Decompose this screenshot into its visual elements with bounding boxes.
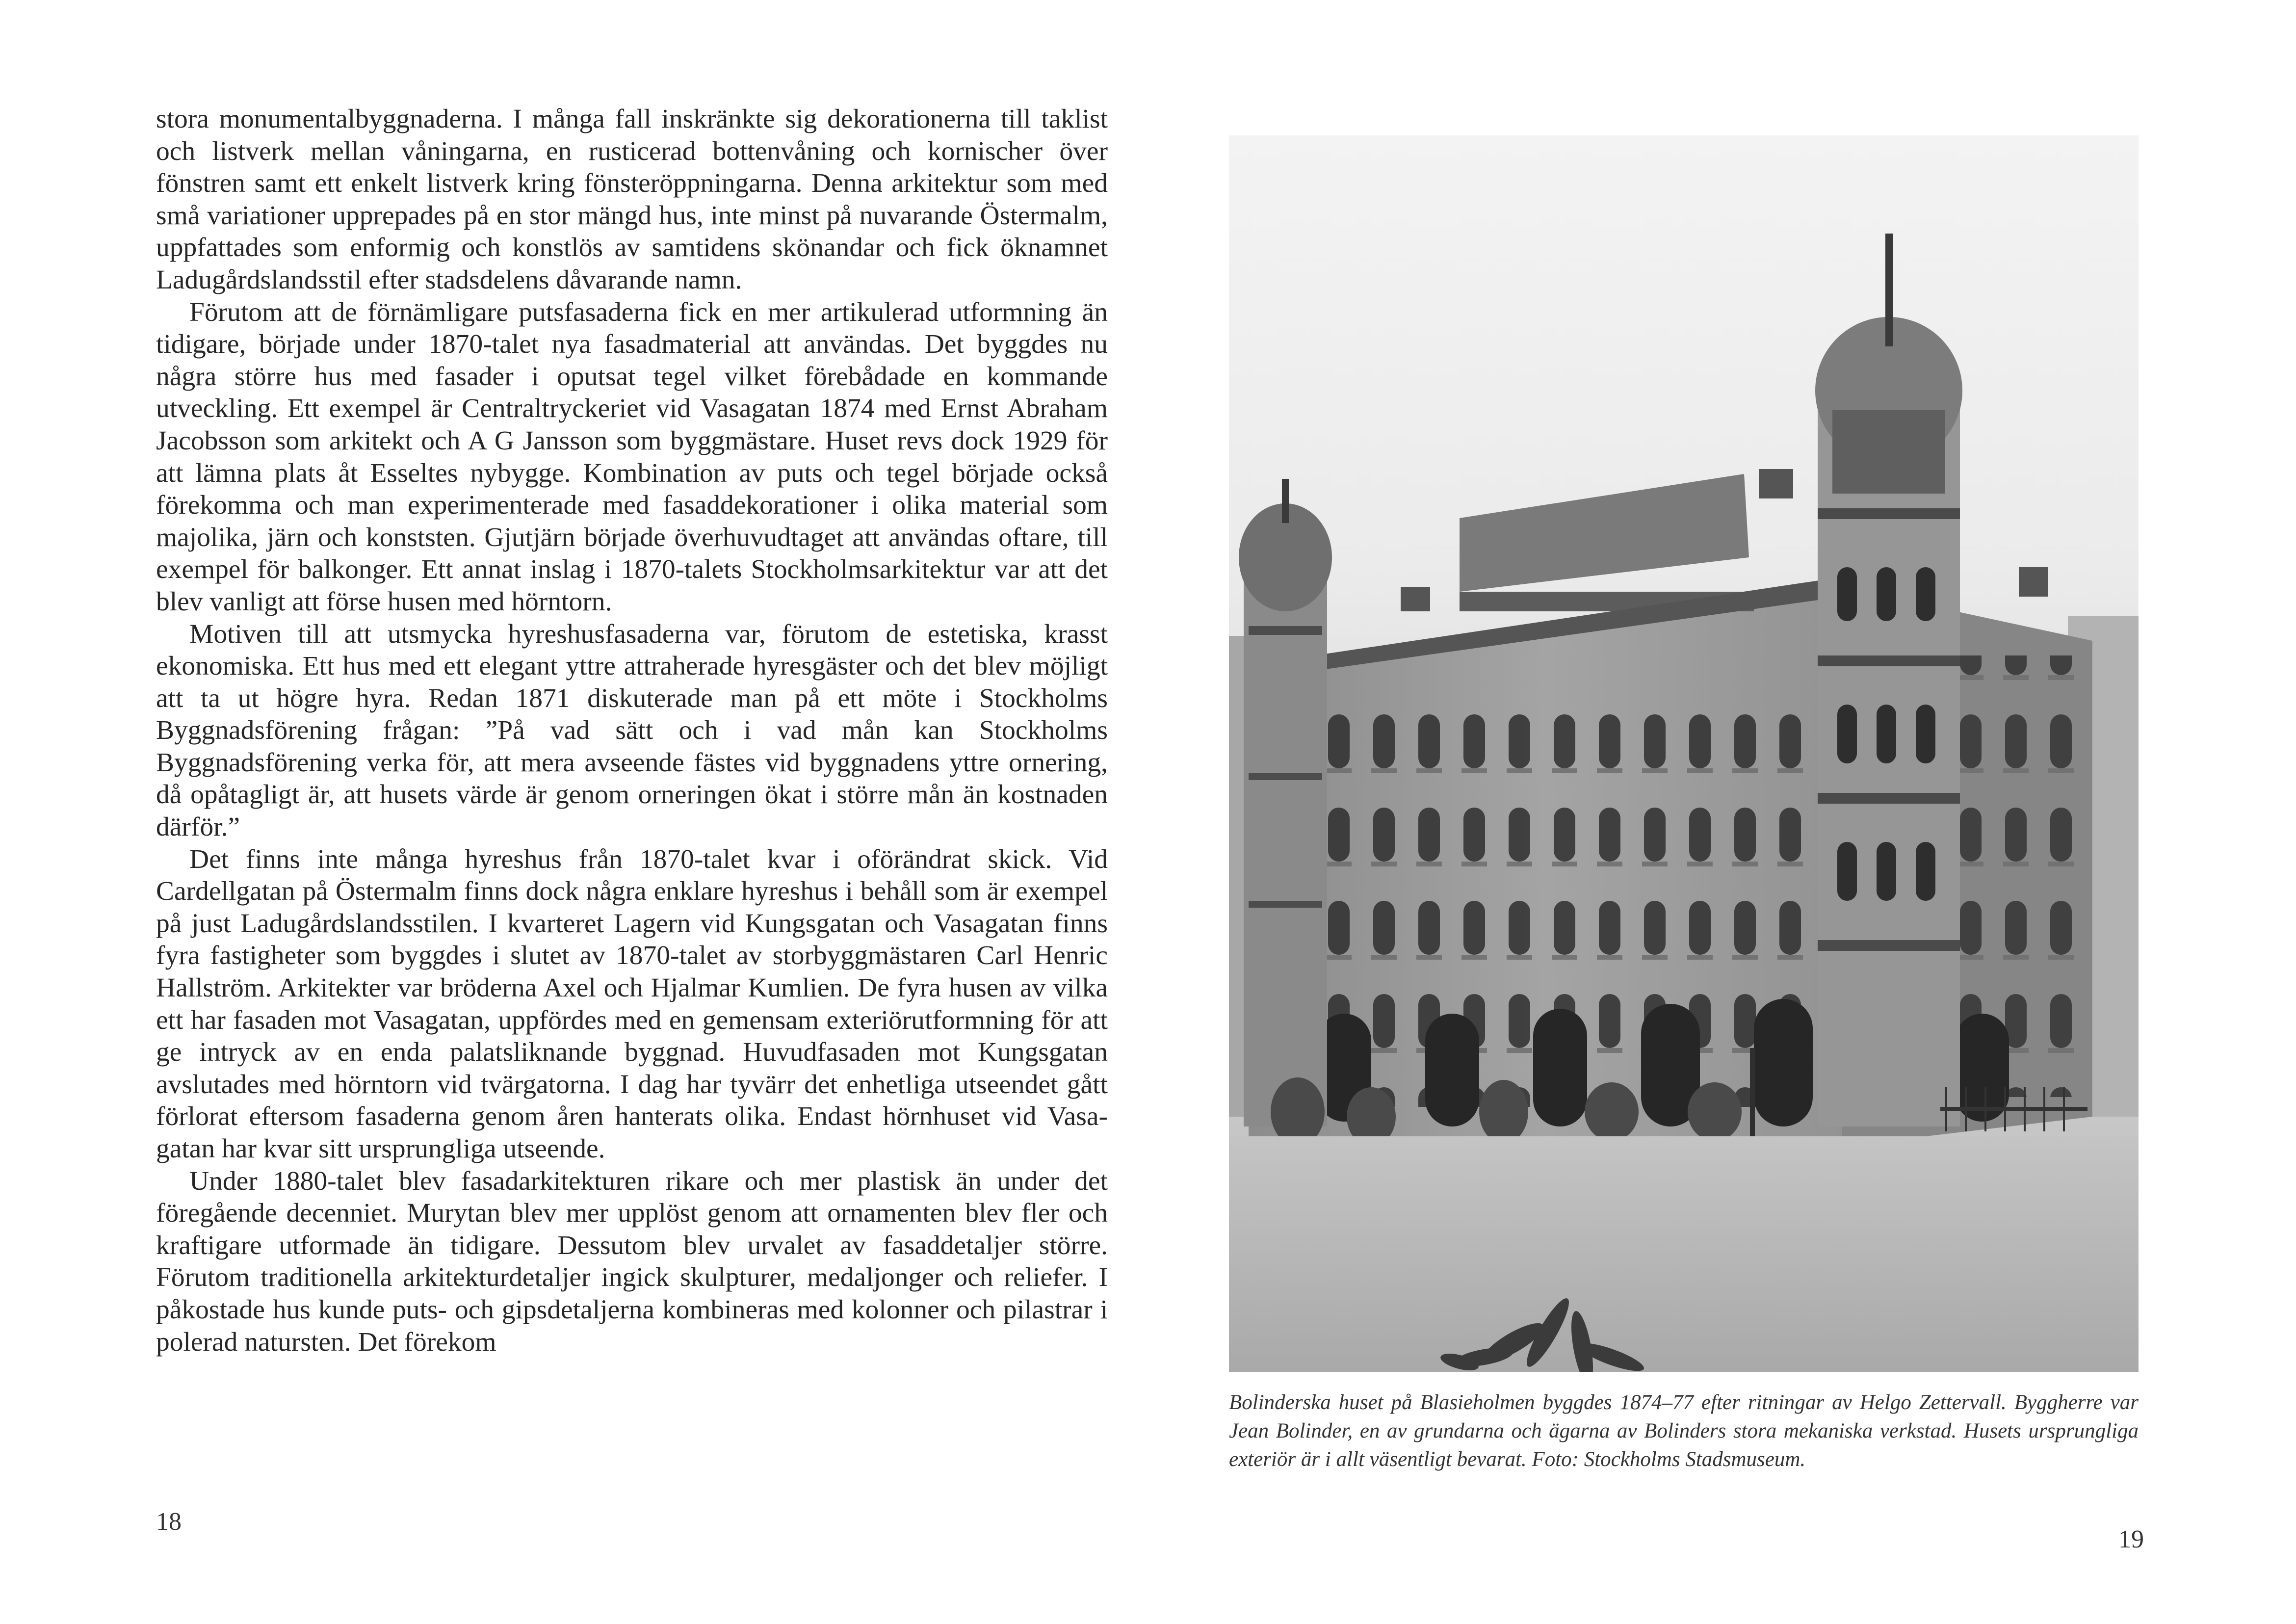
- page-number-right: 19: [2118, 1525, 2144, 1553]
- body-paragraph: stora monumentalbyggnaderna. I många fall inskränkte sig dekorationerna till taklist och listverk mellan våningarna, en rusticerad bottenvåning och kornischer över fönstren samt ett enkelt listverk kring fönsteröppningarna. Denna arkitektur som med små variationer upprepades på en stor mängd hus, inte minst på nuvarande Östermalm, uppfattades som enformig och konstlös av samtidens skönandar och fick öknamnet Ladugårdslandsstil efter stadsdelens dåvarande namn.: [156, 104, 1108, 295]
- page-number-left: 18: [156, 1508, 182, 1536]
- body-paragraph: Under 1880-talet blev fasadarkitekturen rikare och mer plastisk än under det föregående decenniet. Murytan blev mer upplöst genom att ornamenten blev fler och kraftigare utformade än tidigare. Dessutom blev urvalet av fasaddetaljer större. Förutom traditionella arkitekturdetaljer ingick skulpturer, medaljonger och reliefer. I påkostade hus kunde puts- och gipsdetaljerna kombineras med kolonner och pilastrar i polerad natursten. Det förekom: [156, 1166, 1108, 1357]
- left-page-text: [156, 103, 1108, 1358]
- body-paragraph: Motiven till att utsmycka hyreshusfasaderna var, förutom de estetiska, krasst ekonomiska. Ett hus med ett elegant yttre attraherade hyresgäster och det blev möjligt att ta ut högre hyra. Redan 1871 diskuterade man på ett möte i Stockholms Byggnadsförening frågan: ”På vad sätt och i vad mån kan Stockholms Byggnadsförening verka för, att mera avseende fästes vid byggnadens yttre ornering, då opåtagligt är, att husets värde är genom orneringen ökat i större mån än kostnaden därför.”: [156, 619, 1108, 842]
- building-photo: [1229, 135, 2139, 1372]
- body-paragraph: Det finns inte många hyreshus från 1870-talet kvar i oförändrat skick. Vid Cardellgatan på Östermalm finns dock några enklare hyreshus i behåll som är exempel på just Ladugårdslandsstilen. I kvarteret Lagern vid Kungsgatan och Vasagatan finns fyra fastigheter som byggdes i slutet av 1870-talet av storbyggmästaren Carl Henric Hallström. Arkitekter var bröderna Axel och Hjalmar Kumlien. De fyra husen av vilka ett har fasaden mot Vasagatan, uppfördes med en gemensam exteriörutformning för att ge intryck av en enda palatsliknande byggnad. Huvudfasaden mot Kungsgatan avslutades med hörntorn vid tvärgatorna. I dag har tyvärr det enhetliga utseendet gått förlorat eftersom fasaderna genom åren hanterats olika. Endast hörnhuset vid Vasagatan har kvar sitt ursprungliga utseende.: [156, 844, 1108, 1164]
- photo-caption: Bolinderska huset på Blasieholmen byggdes 1874–77 efter ritningar av Helgo Zettervall. Byggherre var Jean Bolinder, en av grundarna och ägarna av Bolinders stora mekaniska verkstad. Husets ursprungliga exteriör är i allt väsentligt bevarat. Foto: Stockholms Stadsmuseum.: [1229, 1391, 2139, 1471]
- body-paragraph: Förutom att de förnämligare putsfasaderna fick en mer artikulerad utformning än tidigare, började under 1870-talet nya fasadmaterial att användas. Det byggdes nu några större hus med fasader i oputsat tegel vilket förebådade en kommande utveckling. Ett exempel är Centraltryckeriet vid Vasagatan 1874 med Ernst Abraham Jacobsson som arkitekt och A G Jansson som byggmästare. Huset revs dock 1929 för att lämna plats åt Esseltes nybygge. Kombination av puts och tegel började också förekomma och man experimenterade med fasaddekorationer i olika material som majolika, järn och konststen. Gjutjärn började överhuvudtaget att användas oftare, till exempel för balkonger. Ett annat inslag i 1870-talets Stockholmsarkitektur var att det blev vanligt att förse husen med hörntorn.: [156, 297, 1108, 617]
